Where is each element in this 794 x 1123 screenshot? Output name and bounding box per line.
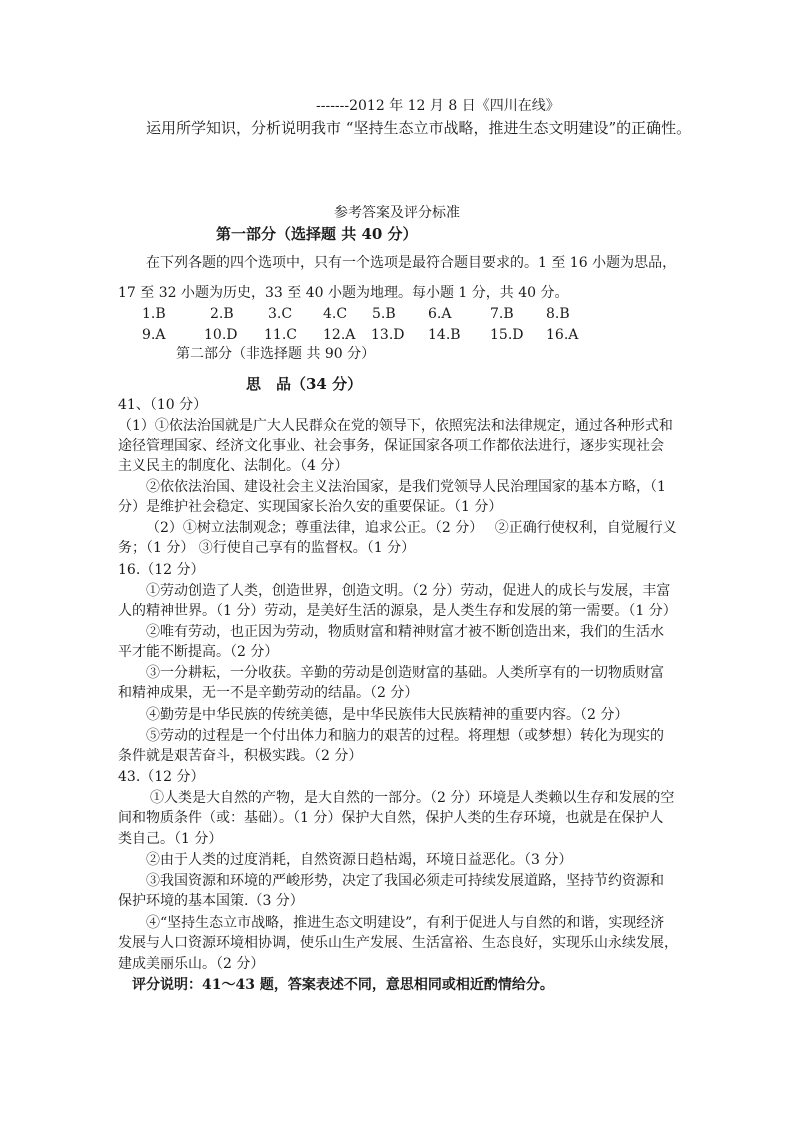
answer-item: 4.C: [323, 306, 348, 322]
answer-line: 间和物质条件（或：基础）。（1 分）保护大自然，保护人类的生存环境，也就是在保护人: [118, 810, 664, 826]
question-43-heading: 43.（12 分）: [118, 769, 205, 785]
answer-line: （1）①依法治国就是广大人民群众在党的领导下，依照宪法和法律规定，通过各种形式和: [118, 418, 673, 434]
answer-line: ①人类是大自然的产物，是大自然的一部分。（2 分）环境是人类赖以生存和发展的空: [150, 790, 675, 806]
answer-line: ③我国资源和环境的严峻形势，决定了我国必须走可持续发展道路，坚持节约资源和: [146, 873, 664, 889]
answer-item: 15.D: [490, 327, 524, 343]
answer-line: ⑤劳动的过程是一个付出体力和脑力的艰苦的过程。将理想（或梦想）转化为现实的: [146, 728, 664, 744]
answer-line: 务；（1 分） ③行使自己享有的监督权。（1 分）: [118, 540, 416, 556]
answer-line: （2）①树立法制观念；尊重法律，追求公正。（2 分） ②正确行使权利，自觉履行义: [146, 520, 677, 536]
answer-item: 3.C: [268, 306, 293, 322]
answer-item: 6.A: [428, 306, 452, 322]
answer-item: 5.B: [372, 306, 396, 322]
answer-item: 11.C: [264, 327, 297, 343]
question-42-heading: 16.（12 分）: [118, 562, 205, 578]
part1-instructions-1: 在下列各题的四个选项中，只有一个选项是最符合题目要求的。1 至 16 小题为思品，: [146, 255, 677, 271]
answer-line: 建成美丽乐山。（2 分）: [118, 956, 265, 972]
answer-line: ②唯有劳动，也正因为劳动，物质财富和精神财富才被不断创造出来，我们的生活水: [146, 624, 664, 640]
answer-line: 发展与人口资源环境相协调，使乐山生产发展、生活富裕、生态良好，实现乐山永续发展，: [118, 935, 678, 951]
answer-line: 和精神成果，无一不是辛勤劳动的结晶。（2 分）: [118, 685, 419, 701]
answer-line: 主义民主的制度化、法制化。（4 分）: [118, 458, 349, 474]
answer-item: 7.B: [490, 306, 514, 322]
answer-line: ①劳动创造了人类，创造世界，创造文明。（2 分）劳动，促进人的成长与发展，丰富: [146, 583, 671, 599]
answer-line: ②依依法治国、建设社会主义法治国家，是我们党领导人民治理国家的基本方略，（1: [146, 479, 666, 495]
answer-item: 12.A: [323, 327, 356, 343]
answer-line: 平才能不断提高。（2 分）: [118, 644, 279, 660]
answer-line: ②由于人类的过度消耗，自然资源日趋枯竭，环境日益恶化。（3 分）: [146, 852, 573, 868]
answer-line: 保护环境的基本国策.（3 分）: [118, 893, 304, 909]
answer-item: 14.B: [428, 327, 461, 343]
answer-line: ④勤劳是中华民族的传统美德，是中华民族伟大民族精神的重要内容。（2 分）: [146, 707, 629, 723]
answer-item: 13.D: [371, 327, 405, 343]
answer-line: 类自己。（1 分）: [118, 831, 223, 847]
source-citation: -------2012 年 12 月 8 日《四川在线》: [316, 98, 560, 114]
part2-title: 第二部分（非选择题 共 90 分）: [176, 346, 376, 362]
answer-item: 8.B: [546, 306, 570, 322]
answer-key-title: 参考答案及评分标准: [334, 205, 460, 221]
part1-instructions-2: 17 至 32 小题为历史，33 至 40 小题为地理。每小题 1 分，共 40 分。: [118, 285, 569, 301]
answer-line: ④“坚持生态立市战略，推进生态文明建设”，有利于促进人与自然的和谐，实现经济: [146, 915, 665, 931]
answer-line: 人的精神世界。（1 分）劳动，是美好生活的源泉，是人类生存和发展的第一需要。（1 分）: [118, 603, 677, 619]
answer-line: 途径管理国家、经济文化事业、社会事务，保证国家各项工作都依法进行，逐步实现社会: [118, 438, 664, 454]
answer-line: 分）是维护社会稳定、实现国家长治久安的重要保证。（1 分）: [118, 499, 503, 515]
part1-title: 第一部分（选择题 共 40 分）: [216, 225, 418, 243]
answer-line: ③一分耕耘，一分收获。辛勤的劳动是创造财富的基础。人类所享有的一切物质财富: [146, 665, 664, 681]
answer-item: 9.A: [142, 327, 166, 343]
answer-line: 条件就是艰苦奋斗，积极实践。（2 分）: [118, 748, 363, 764]
scoring-note: 评分说明：41～43 题，答案表述不同，意思相同或相近酌情给分。: [132, 977, 554, 993]
answer-item: 2.B: [210, 306, 234, 322]
answer-item: 16.A: [546, 327, 579, 343]
answer-item: 10.D: [204, 327, 238, 343]
subject-heading: 思 品（34 分）: [246, 375, 363, 393]
question-41-heading: 41、（10 分）: [118, 397, 208, 413]
answer-item: 1.B: [142, 306, 166, 322]
question-text: 运用所学知识，分析说明我市 “坚持生态立市战略，推进生态文明建设”的正确性。: [146, 119, 692, 137]
